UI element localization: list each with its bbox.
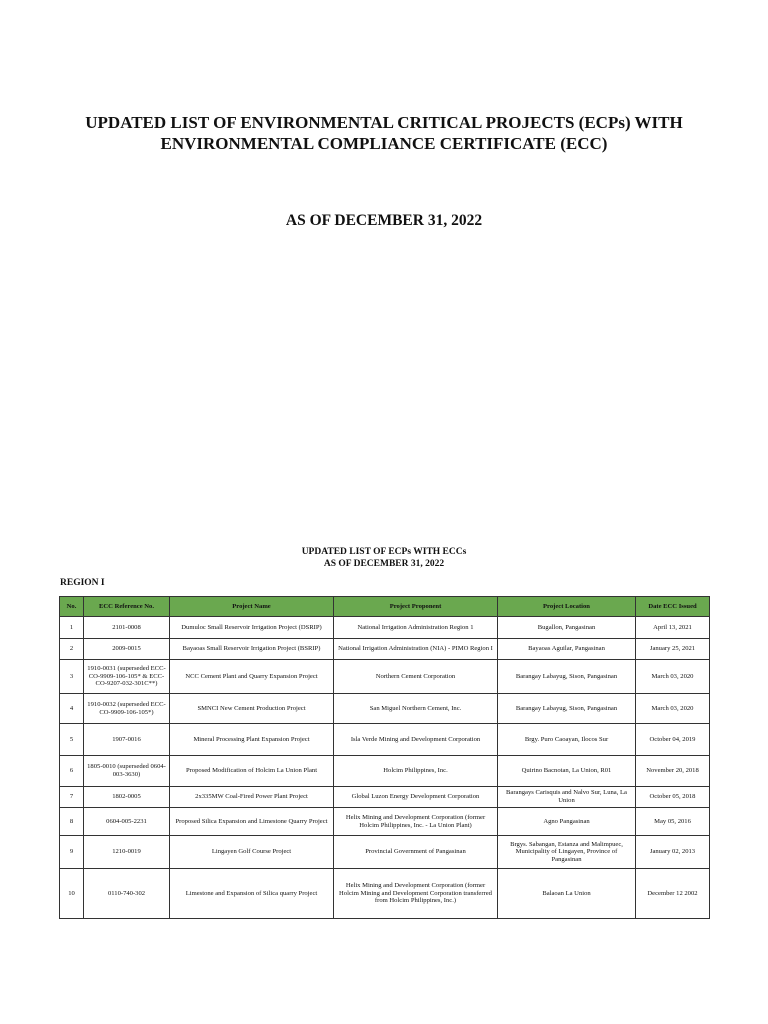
cell-project-location: Balaoan La Union	[498, 869, 636, 919]
cell-project-proponent: Provincial Government of Pangasinan	[334, 836, 498, 869]
cell-date-issued: January 25, 2021	[636, 639, 710, 660]
cell-project-name: Proposed Silica Expansion and Limestone Quarry Project	[170, 808, 334, 836]
cell-no: 6	[60, 756, 84, 787]
cell-project-proponent: San Miguel Northern Cement, Inc.	[334, 694, 498, 724]
cell-project-name: Proposed Modification of Holcim La Union Plant	[170, 756, 334, 787]
cell-no: 5	[60, 724, 84, 756]
table-row	[60, 836, 710, 869]
cell-date-issued: October 04, 2019	[636, 724, 710, 756]
cell-project-name: NCC Cement Plant and Quarry Expansion Project	[170, 660, 334, 694]
column-header-project-name: Project Name	[170, 597, 334, 617]
table-header-row	[60, 597, 710, 617]
cell-no: 1	[60, 617, 84, 639]
cell-no: 7	[60, 787, 84, 808]
column-header-no: No.	[60, 597, 84, 617]
cell-project-location: Barangays Carisquis and Nalvo Sur, Luna, La Union	[498, 787, 636, 808]
cell-project-name: Mineral Processing Plant Expansion Project	[170, 724, 334, 756]
cell-project-name: Bayaoas Small Reservoir Irrigation Project (BSRIP)	[170, 639, 334, 660]
cell-ecc-reference: 1805-0010 (superseded 0604-003-3630)	[84, 756, 170, 787]
cell-ecc-reference: 1907-0016	[84, 724, 170, 756]
cell-project-proponent: Global Luzon Energy Development Corporation	[334, 787, 498, 808]
column-header-ecc-reference: ECC Reference No.	[84, 597, 170, 617]
cell-project-name: Limestone and Expansion of Silica quarry Project	[170, 869, 334, 919]
cell-project-proponent: Helix Mining and Development Corporation (former Holcim Philippines, Inc. - La Union Plant)	[334, 808, 498, 836]
cell-ecc-reference: 2009-0015	[84, 639, 170, 660]
table-row	[60, 639, 710, 660]
list-title-line-2: AS OF DECEMBER 31, 2022	[323, 559, 445, 569]
cell-ecc-reference: 0604-005-2231	[84, 808, 170, 836]
cell-project-proponent: National Irrigation Administration Region 1	[334, 617, 498, 639]
cell-project-proponent: Holcim Philippines, Inc.	[334, 756, 498, 787]
cell-date-issued: May 05, 2016	[636, 808, 710, 836]
cell-ecc-reference: 1802-0005	[84, 787, 170, 808]
cell-no: 4	[60, 694, 84, 724]
cell-project-name: Dumuloc Small Reservoir Irrigation Project (DSRIP)	[170, 617, 334, 639]
document-title-line-1: UPDATED LIST OF ENVIRONMENTAL CRITICAL PROJECTS (ECPs) WITH	[85, 113, 683, 132]
cell-project-name: Lingayen Golf Course Project	[170, 836, 334, 869]
cell-no: 9	[60, 836, 84, 869]
cell-date-issued: March 03, 2020	[636, 660, 710, 694]
table-row	[60, 617, 710, 639]
cell-date-issued: March 03, 2020	[636, 694, 710, 724]
document-title	[0, 112, 768, 154]
table-row	[60, 660, 710, 694]
cell-ecc-reference: 2101-0008	[84, 617, 170, 639]
cell-ecc-reference: 0110-740-302	[84, 869, 170, 919]
cell-no: 10	[60, 869, 84, 919]
list-title-line-1: UPDATED LIST OF ECPs WITH ECCs	[301, 547, 467, 557]
cell-project-location: Brgys. Sabangan, Estanza and Malimpuec, Municipality of Lingayen, Province of Pangasinan	[498, 836, 636, 869]
table-row	[60, 869, 710, 919]
cell-project-location: Bugallon, Pangasinan	[498, 617, 636, 639]
table-row	[60, 787, 710, 808]
cell-project-name: SMNCI New Cement Production Project	[170, 694, 334, 724]
cell-project-proponent: Northern Cement Corporation	[334, 660, 498, 694]
column-header-project-proponent: Project Proponent	[334, 597, 498, 617]
cell-date-issued: January 02, 2013	[636, 836, 710, 869]
cell-project-location: Barangay Labayug, Sison, Pangasinan	[498, 660, 636, 694]
cell-ecc-reference: 1910-0032 (superseded ECC-CO-9909-106-105*)	[84, 694, 170, 724]
table-row	[60, 694, 710, 724]
cell-project-location: Quirino Bacnotan, La Union, R01	[498, 756, 636, 787]
cell-ecc-reference: 1210-0019	[84, 836, 170, 869]
region-label: REGION I	[60, 578, 105, 588]
column-header-project-location: Project Location	[498, 597, 636, 617]
cell-project-proponent: National Irrigation Administration (NIA) - PIMO Region I	[334, 639, 498, 660]
cell-project-proponent: Isla Verde Mining and Development Corporation	[334, 724, 498, 756]
cell-project-location: Brgy. Puro Caoayan, Ilocos Sur	[498, 724, 636, 756]
table-row	[60, 756, 710, 787]
cell-no: 3	[60, 660, 84, 694]
cell-project-proponent: Helix Mining and Development Corporation (former Holcim Mining and Development Corporation transferred from Holcim Philippines, Inc.)	[334, 869, 498, 919]
cell-project-name: 2x335MW Coal-Fired Power Plant Project	[170, 787, 334, 808]
table-row	[60, 808, 710, 836]
cell-date-issued: October 05, 2018	[636, 787, 710, 808]
cell-date-issued: December 12 2002	[636, 869, 710, 919]
cell-project-location: Barangay Labayug, Sison, Pangasinan	[498, 694, 636, 724]
cell-date-issued: November 20, 2018	[636, 756, 710, 787]
cell-no: 8	[60, 808, 84, 836]
cell-project-location: Agno Pangasinan	[498, 808, 636, 836]
table-row	[60, 724, 710, 756]
document-as-of-date: AS OF DECEMBER 31, 2022	[285, 212, 483, 229]
cell-project-location: Bayaoas Aguilar, Pangasinan	[498, 639, 636, 660]
list-title	[0, 546, 768, 570]
document-title-line-2: ENVIRONMENTAL COMPLIANCE CERTIFICATE (ECC)	[160, 134, 608, 153]
cell-date-issued: April 13, 2021	[636, 617, 710, 639]
cell-ecc-reference: 1910-0031 (superseded ECC-CO-9909-106-105* & ECC-CO-9207-032-301C**)	[84, 660, 170, 694]
cell-no: 2	[60, 639, 84, 660]
column-header-date-issued: Date ECC Issued	[636, 597, 710, 617]
ecp-table	[59, 596, 710, 919]
